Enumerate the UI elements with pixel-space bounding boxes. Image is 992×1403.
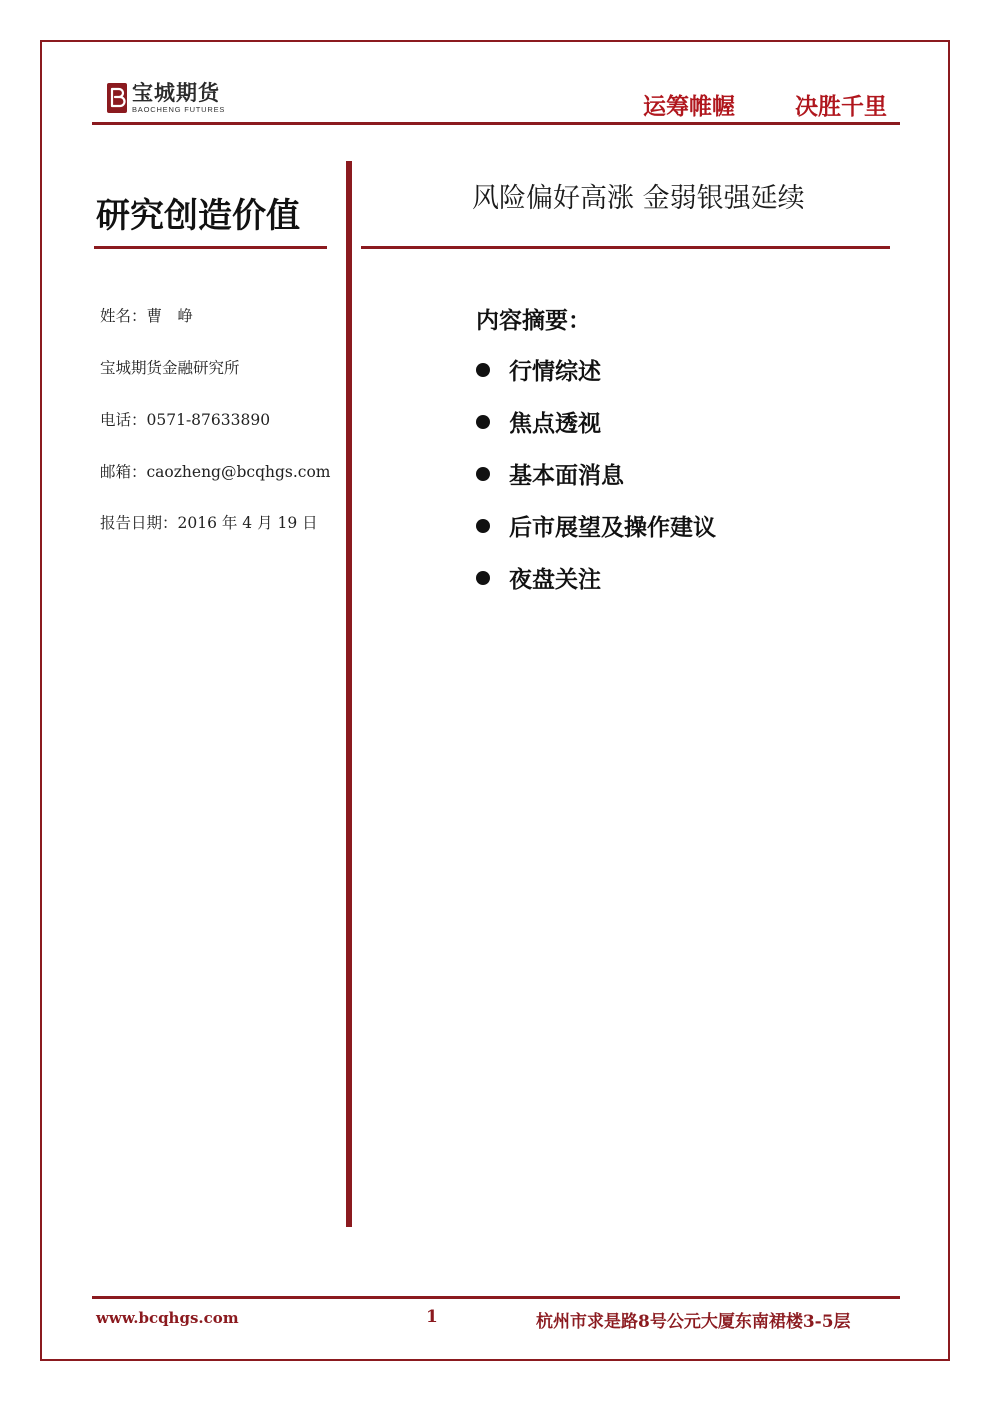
column-divider bbox=[346, 161, 352, 1227]
baocheng-logo-icon bbox=[106, 82, 128, 114]
summary-item bbox=[476, 405, 601, 438]
summary-item-label: 行情综述 bbox=[509, 358, 601, 385]
bullet-icon bbox=[476, 519, 490, 533]
page-border bbox=[40, 40, 950, 1361]
company-logo bbox=[106, 80, 225, 116]
footer-divider bbox=[92, 1296, 900, 1299]
bullet-icon bbox=[476, 363, 490, 377]
summary-item-label: 夜盘关注 bbox=[509, 566, 601, 593]
slogan-right: 决胜千里 bbox=[795, 93, 887, 120]
logo-english-name: BAOCHENG FUTURES bbox=[132, 105, 226, 115]
bullet-icon bbox=[476, 415, 490, 429]
header-divider bbox=[92, 122, 900, 125]
title-underline bbox=[361, 246, 890, 249]
footer-address: 杭州市求是路8号公元大厦东南裙楼3-5层 bbox=[536, 1312, 851, 1332]
summary-item bbox=[476, 457, 624, 490]
organization: 宝城期货金融研究所 bbox=[100, 359, 240, 377]
summary-item-label: 焦点透视 bbox=[509, 410, 601, 437]
left-heading: 研究创造价值 bbox=[96, 196, 300, 236]
author-name: 姓名：曹 峥 bbox=[100, 307, 194, 325]
phone-number: 电话：0571-87633890 bbox=[100, 411, 271, 429]
footer-website: www.bcqhgs.com bbox=[96, 1309, 239, 1327]
slogan-left: 运筹帷幄 bbox=[643, 93, 735, 120]
summary-item-label: 后市展望及操作建议 bbox=[509, 514, 716, 541]
logo-chinese-name: 宝城期货 bbox=[132, 80, 220, 106]
page-number: 1 bbox=[426, 1307, 438, 1327]
summary-item bbox=[476, 561, 601, 594]
report-date: 报告日期：2016 年 4 月 19 日 bbox=[100, 514, 318, 532]
left-heading-underline bbox=[94, 246, 327, 249]
email-address: 邮箱：caozheng@bcqhgs.com bbox=[100, 463, 331, 481]
bullet-icon bbox=[476, 467, 490, 481]
summary-item bbox=[476, 509, 716, 542]
bullet-icon bbox=[476, 571, 490, 585]
summary-item bbox=[476, 353, 601, 386]
report-title: 风险偏好高涨 金弱银强延续 bbox=[472, 183, 805, 214]
summary-heading: 内容摘要： bbox=[476, 307, 591, 334]
summary-item-label: 基本面消息 bbox=[509, 462, 624, 489]
